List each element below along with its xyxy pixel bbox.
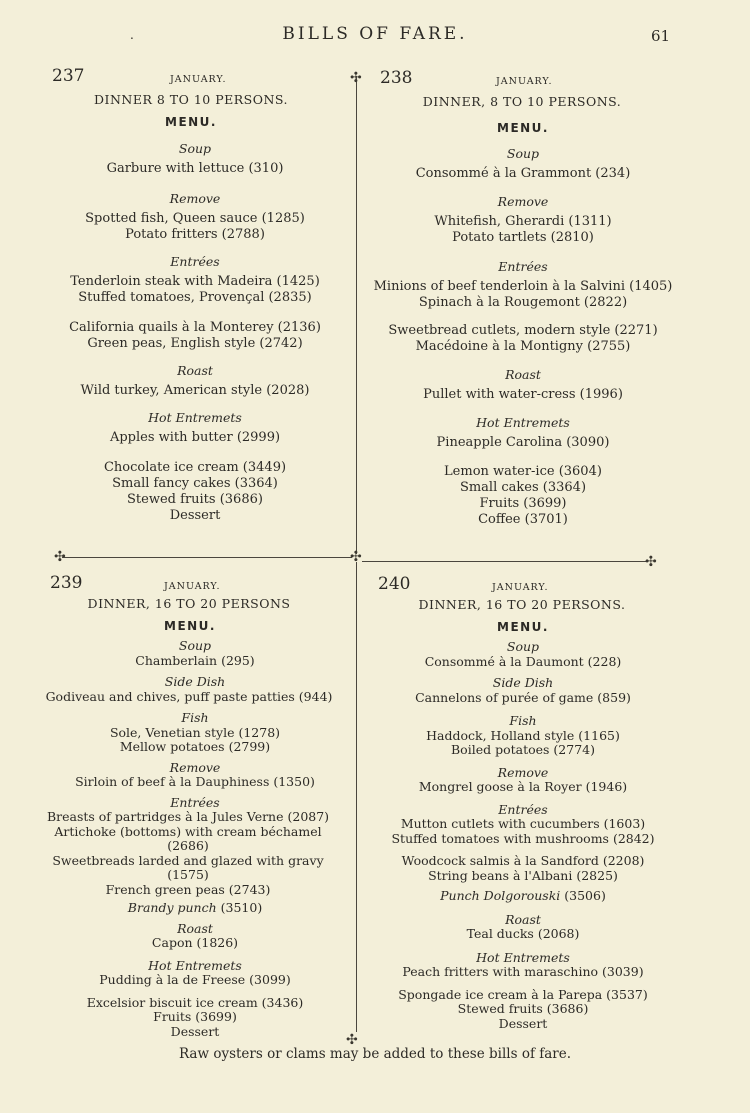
menu-title: MENU. xyxy=(165,115,217,129)
menu-item: French green peas (2743) xyxy=(105,881,271,897)
menu-240 xyxy=(368,574,678,1031)
menu-title: MENU. xyxy=(497,121,549,135)
menu-number: 238 xyxy=(380,68,413,88)
menu-item: Consommé à la Grammont (234) xyxy=(415,166,631,181)
menu-item: Peach fritters with maraschino (3039) xyxy=(402,964,644,979)
menu-month: JANUARY. xyxy=(164,581,221,592)
section-heading: Remove xyxy=(497,764,549,780)
menu-item: Sweetbreads larded and glazed with gravy xyxy=(52,852,324,868)
section-heading: Brandy punch xyxy=(127,900,217,915)
item-code: (3506) xyxy=(560,888,606,903)
menu-number: 237 xyxy=(52,66,85,86)
menu-item: Haddock, Holland style (1165) xyxy=(426,727,620,743)
menu-item: Stuffed tomatoes, Provençal (2835) xyxy=(78,290,312,305)
section-heading: Fish xyxy=(181,710,209,725)
menu-item: Teal ducks (2068) xyxy=(466,926,580,941)
horizontal-divider-right xyxy=(362,561,646,562)
menu-238 xyxy=(368,70,678,528)
menu-item: (1575) xyxy=(167,867,209,882)
menu-item: Green peas, English style (2742) xyxy=(87,336,303,351)
menu-item: Apples with butter (2999) xyxy=(109,430,281,445)
horizontal-divider-left xyxy=(62,557,352,558)
menu-number: 239 xyxy=(50,573,83,593)
section-heading: Roast xyxy=(177,363,213,378)
section-heading: Hot Entremets xyxy=(476,415,570,430)
menu-item: Mellow potatoes (2799) xyxy=(119,739,271,754)
section-heading: Roast xyxy=(505,911,541,927)
menu-item: Mongrel goose à la Royer (1946) xyxy=(418,779,628,794)
menu-item: Stewed fruits (3686) xyxy=(457,1001,589,1016)
menu-item: Pineapple Carolina (3090) xyxy=(436,435,610,450)
menu-dinner-line: DINNER, 16 TO 20 PERSONS. xyxy=(418,597,626,612)
menu-dinner-line: DINNER, 8 TO 10 PERSONS. xyxy=(422,94,622,109)
menu-item: Minions of beef tenderloin à la Salvini (1405) xyxy=(373,279,673,294)
menu-month: JANUARY. xyxy=(170,74,227,85)
menu-item: Capon (1826) xyxy=(151,935,239,950)
menu-item: Tenderloin steak with Madeira (1425) xyxy=(70,274,320,289)
section-heading: Remove xyxy=(169,191,221,206)
vertical-divider-top xyxy=(356,76,357,554)
cross-ornament-top: ✣ xyxy=(350,70,362,86)
menu-item: Spotted fish, Queen sauce (1285) xyxy=(85,211,305,226)
menu-237 xyxy=(40,68,350,524)
menu-item: Fruits (3699) xyxy=(479,496,567,511)
menu-item: Coffee (3701) xyxy=(478,512,568,527)
menu-item: Dessert xyxy=(498,1015,548,1031)
menu-item: Sole, Venetian style (1278) xyxy=(109,724,281,740)
cross-ornament-bottom: ✣ xyxy=(346,1032,358,1048)
menu-item-punch-dolgorouski xyxy=(368,889,678,904)
menu-item: Stuffed tomatoes with mushrooms (2842) xyxy=(391,830,655,846)
menu-item: Spongade ice cream à la Parepa (3537) xyxy=(398,986,648,1002)
menu-item: Stewed fruits (3686) xyxy=(127,492,263,507)
menu-dinner-line: DINNER, 16 TO 20 PERSONS xyxy=(87,596,291,611)
menu-item: Potato tartlets (2810) xyxy=(452,230,594,245)
section-heading: Roast xyxy=(177,920,213,936)
section-heading: Entrées xyxy=(498,259,548,274)
section-heading: Side Dish xyxy=(492,675,554,690)
menu-item: Small fancy cakes (3364) xyxy=(112,476,278,491)
menu-item: Woodcock salmis à la Sandford (2208) xyxy=(401,853,645,868)
menu-item: Lemon water-ice (3604) xyxy=(444,464,602,479)
menu-item: Sirloin of beef à la Dauphiness (1350) xyxy=(75,774,315,789)
menu-item: Small cakes (3364) xyxy=(459,480,587,495)
section-heading: Soup xyxy=(506,639,540,654)
menu-title: MENU. xyxy=(164,618,216,633)
section-heading: Entrées xyxy=(170,254,220,269)
menu-item: Fruits (3699) xyxy=(153,1009,237,1024)
menu-item: Excelsior biscuit ice cream (3436) xyxy=(86,994,304,1010)
menu-item: Chamberlain (295) xyxy=(135,652,255,668)
menu-item: Breasts of partridges à la Jules Verne (2087) xyxy=(46,809,330,824)
page-number: 61 xyxy=(651,27,671,45)
menu-item: Chocolate ice cream (3449) xyxy=(103,460,287,475)
menu-item: Artichoke (bottoms) with cream béchamel xyxy=(54,823,322,839)
section-heading: Remove xyxy=(497,194,549,209)
menu-item: Pullet with water-cress (1996) xyxy=(423,387,623,402)
menu-item: Spinach à la Rougemont (2822) xyxy=(418,295,628,310)
section-heading: Fish xyxy=(509,713,537,728)
menu-item: Macédoine à la Montigny (2755) xyxy=(415,339,631,354)
menu-item: Wild turkey, American style (2028) xyxy=(80,383,310,398)
menu-item: Sweetbread cutlets, modern style (2271) xyxy=(388,323,658,338)
menu-item: Dessert xyxy=(170,1023,220,1039)
page-header-title: BILLS OF FARE. xyxy=(282,24,468,44)
menu-dinner-line: DINNER 8 TO 10 PERSONS. xyxy=(94,92,288,107)
section-heading: Hot Entremets xyxy=(476,949,570,965)
menu-item: Consommé à la Daumont (228) xyxy=(424,653,622,669)
section-heading: Soup xyxy=(506,146,540,161)
cross-ornament-center: ✣ xyxy=(350,549,362,565)
section-heading: Entrées xyxy=(498,801,548,817)
section-heading: Roast xyxy=(505,367,541,382)
vertical-divider-bottom xyxy=(356,562,357,1032)
menu-item: String beans à l'Albani (2825) xyxy=(428,867,618,883)
menu-item: Potato fritters (2788) xyxy=(125,227,265,242)
section-heading: Hot Entremets xyxy=(148,410,242,425)
section-heading: Punch Dolgorouski xyxy=(440,888,561,903)
item-code: (3510) xyxy=(216,900,263,915)
menu-item: California quails à la Monterey (2136) xyxy=(69,320,321,335)
menu-title: MENU. xyxy=(497,619,549,634)
cross-ornament-left: ✣ xyxy=(54,549,66,565)
cross-ornament-right: ✣ xyxy=(645,554,657,570)
menu-item: Mutton cutlets with cucumbers (1603) xyxy=(400,816,646,831)
menu-item: Dessert xyxy=(169,508,221,523)
section-heading: Hot Entremets xyxy=(148,957,242,973)
menu-item-brandy-punch xyxy=(40,901,350,916)
section-heading: Remove xyxy=(169,759,221,775)
section-heading: Entrées xyxy=(170,794,220,810)
menu-item: Garbure with lettuce (310) xyxy=(106,161,284,176)
menu-month: JANUARY. xyxy=(492,582,549,593)
menu-item: Pudding à la de Freese (3099) xyxy=(99,972,291,987)
menu-239 xyxy=(40,573,350,1039)
menu-month: JANUARY. xyxy=(496,76,553,87)
menu-item: Godiveau and chives, puff paste patties (944) xyxy=(45,688,333,704)
menu-item: Cannelons of purée of game (859) xyxy=(415,689,631,705)
header-dot: . xyxy=(130,28,134,42)
menu-number: 240 xyxy=(378,574,411,594)
section-heading: Side Dish xyxy=(164,674,226,689)
footer-note: Raw oysters or clams may be added to these bills of fare. xyxy=(178,1046,572,1062)
menu-item: Whitefish, Gherardi (1311) xyxy=(434,214,612,229)
menu-item: (2686) xyxy=(167,838,209,853)
section-heading: Soup xyxy=(178,638,212,653)
menu-item: Boiled potatoes (2774) xyxy=(451,742,595,757)
section-heading: Soup xyxy=(178,141,212,156)
